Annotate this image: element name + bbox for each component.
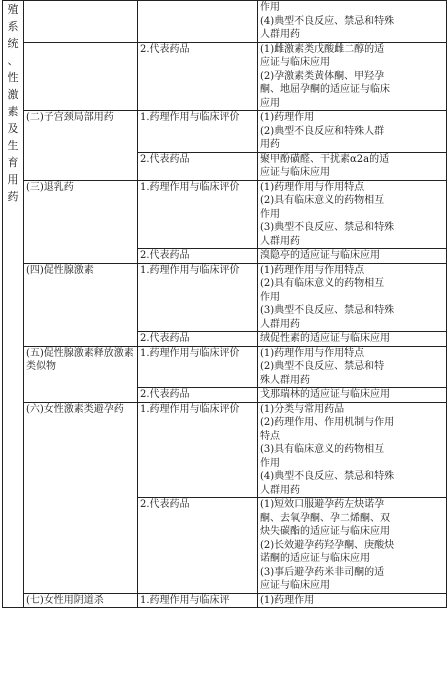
unit-cell: 2.代表药品 [138, 498, 258, 594]
content-line: 炔失碳酯的适应证与临床应用 [260, 526, 390, 537]
content-line: (4)典型不良反应、禁忌和特殊 [260, 471, 395, 482]
vertical-char: 性 [7, 71, 19, 84]
table-row [3, 346, 447, 388]
content-line: (2)典型不良反应和特殊人群 [260, 125, 385, 137]
topic-cell: (七)女性用阴道杀 [24, 593, 138, 608]
content-line: (1)分类与常用药品 [260, 403, 345, 415]
content-cell [258, 1, 447, 43]
content-line: 酮、地屈孕酮的适应证与临床 [260, 84, 390, 95]
content-line: 应证与临床应用 [260, 167, 330, 178]
content-line: (2)具有临床意义的药物相互 [260, 195, 385, 206]
content-line: 用药 [260, 139, 280, 150]
topic-cell [24, 42, 138, 111]
content-cell [258, 402, 447, 498]
content-cell [258, 263, 447, 332]
content-line: 聚甲酚磺醛、干扰素α2a的适 [260, 153, 390, 165]
unit-cell: 1.药理作用与临床评价 [138, 263, 258, 332]
content-line: (2)长效避孕药羟孕酮、庚酸炔 [260, 539, 395, 551]
content-line: (1)药理作用 [260, 112, 315, 123]
content-line: 作用 [260, 291, 280, 303]
topic-cell: (六)女性激素类避孕药 [24, 402, 138, 593]
content-cell [258, 498, 447, 594]
content-line: 应证与临床应用 [260, 57, 330, 68]
content-line: 人群用药 [260, 235, 300, 247]
content-line: 酮、去氧孕酮、孕二烯酮、双 [260, 512, 390, 524]
topic-cell [24, 1, 138, 43]
content-line: 人群用药 [260, 29, 300, 40]
content-line: (1)短效口服避孕药左炔诺孕 [260, 499, 385, 510]
table-row [3, 402, 447, 498]
unit-cell: 1.药理作用与临床评价 [138, 111, 258, 153]
content-cell [258, 346, 447, 388]
content-line: (2)具有临床意义的药物相互 [260, 278, 385, 289]
table-row [3, 180, 447, 249]
topic-cell: (三)退乳药 [24, 180, 138, 263]
content-line: 应证与临床应用 [260, 580, 330, 591]
unit-cell: 1.药理作用与临床评价 [138, 402, 258, 498]
vertical-char: 素 [7, 105, 19, 118]
vertical-char: 用 [7, 173, 19, 186]
unit-cell: 1.药理作用与临床评价 [138, 346, 258, 388]
content-cell [258, 111, 447, 153]
content-line: 作用 [260, 457, 280, 469]
content-line: 戈那瑞林的适应证与临床应用 [260, 389, 390, 400]
content-line: (4)典型不良反应、禁忌和特殊 [260, 15, 395, 27]
unit-cell: 1.药理作用与临床评 [138, 593, 258, 608]
content-line: 作用 [260, 2, 280, 13]
unit-title-vertical [3, 1, 24, 608]
content-cell [258, 152, 447, 180]
unit-title-chars [5, 1, 21, 205]
vertical-char: 、 [7, 54, 19, 67]
table-row [3, 111, 447, 153]
syllabus-body [3, 1, 447, 608]
content-line: 作用 [260, 208, 280, 220]
content-cell [258, 593, 447, 608]
unit-cell [138, 1, 258, 43]
unit-cell: 2.代表药品 [138, 152, 258, 180]
content-line: 特点 [260, 430, 280, 442]
table-row [3, 42, 447, 111]
topic-cell: (四)促性腺激素 [24, 263, 138, 346]
content-line: (3)典型不良反应、禁忌和特殊 [260, 222, 395, 233]
vertical-char: 生 [7, 139, 19, 152]
unit-cell: 2.代表药品 [138, 42, 258, 111]
content-line: (1)雌激素类戊酸雌二醇的适 [260, 43, 385, 55]
content-cell [258, 332, 447, 347]
content-line: (2)孕激素类黄体酮、甲羟孕 [260, 70, 385, 82]
content-line: (2)药理作用、作用机制与作用 [260, 417, 395, 428]
content-line: (1)药理作用与作用特点 [260, 347, 365, 359]
content-line: (1)药理作用与作用特点 [260, 181, 365, 193]
table-row [3, 593, 447, 608]
content-line: (3)事后避孕药米非司酮的适 [260, 566, 385, 578]
content-line: 应用 [260, 97, 280, 109]
vertical-char: 药 [7, 190, 19, 203]
content-line: 绒促性素的适应证与临床应用 [260, 333, 390, 344]
content-line: (1)药理作用 [260, 594, 315, 606]
content-line: 人群用药 [260, 484, 300, 496]
vertical-char: 殖 [7, 3, 19, 16]
content-cell [258, 180, 447, 249]
content-line: 诺酮的适应证与临床应用 [260, 553, 370, 564]
table-row [3, 263, 447, 332]
content-line: (3)具有临床意义的药物相互 [260, 444, 385, 455]
unit-cell: 2.代表药品 [138, 388, 258, 403]
vertical-char: 及 [7, 122, 19, 135]
content-line: (2)典型不良反应、禁忌和特 [260, 361, 385, 372]
table-row [3, 1, 447, 43]
topic-cell: (五)促性腺激素释放激素类似物 [24, 346, 138, 402]
vertical-char: 育 [7, 156, 19, 169]
content-line: (3)典型不良反应、禁忌和特殊 [260, 305, 395, 316]
content-line: 殊人群用药 [260, 374, 310, 386]
content-line: 人群用药 [260, 318, 300, 330]
unit-cell: 1.药理作用与临床评价 [138, 180, 258, 249]
content-line: 溴隐亭的适应证与临床应用 [260, 250, 380, 261]
vertical-char: 统 [7, 37, 19, 50]
unit-cell: 2.代表药品 [138, 249, 258, 264]
content-cell [258, 249, 447, 264]
vertical-char: 系 [7, 20, 19, 33]
content-cell [258, 388, 447, 403]
syllabus-table [2, 0, 447, 608]
unit-cell: 2.代表药品 [138, 332, 258, 347]
content-line: (1)药理作用与作用特点 [260, 264, 365, 276]
topic-cell: (二)子宫颈局部用药 [24, 111, 138, 181]
content-cell [258, 42, 447, 111]
vertical-char: 激 [7, 88, 19, 101]
